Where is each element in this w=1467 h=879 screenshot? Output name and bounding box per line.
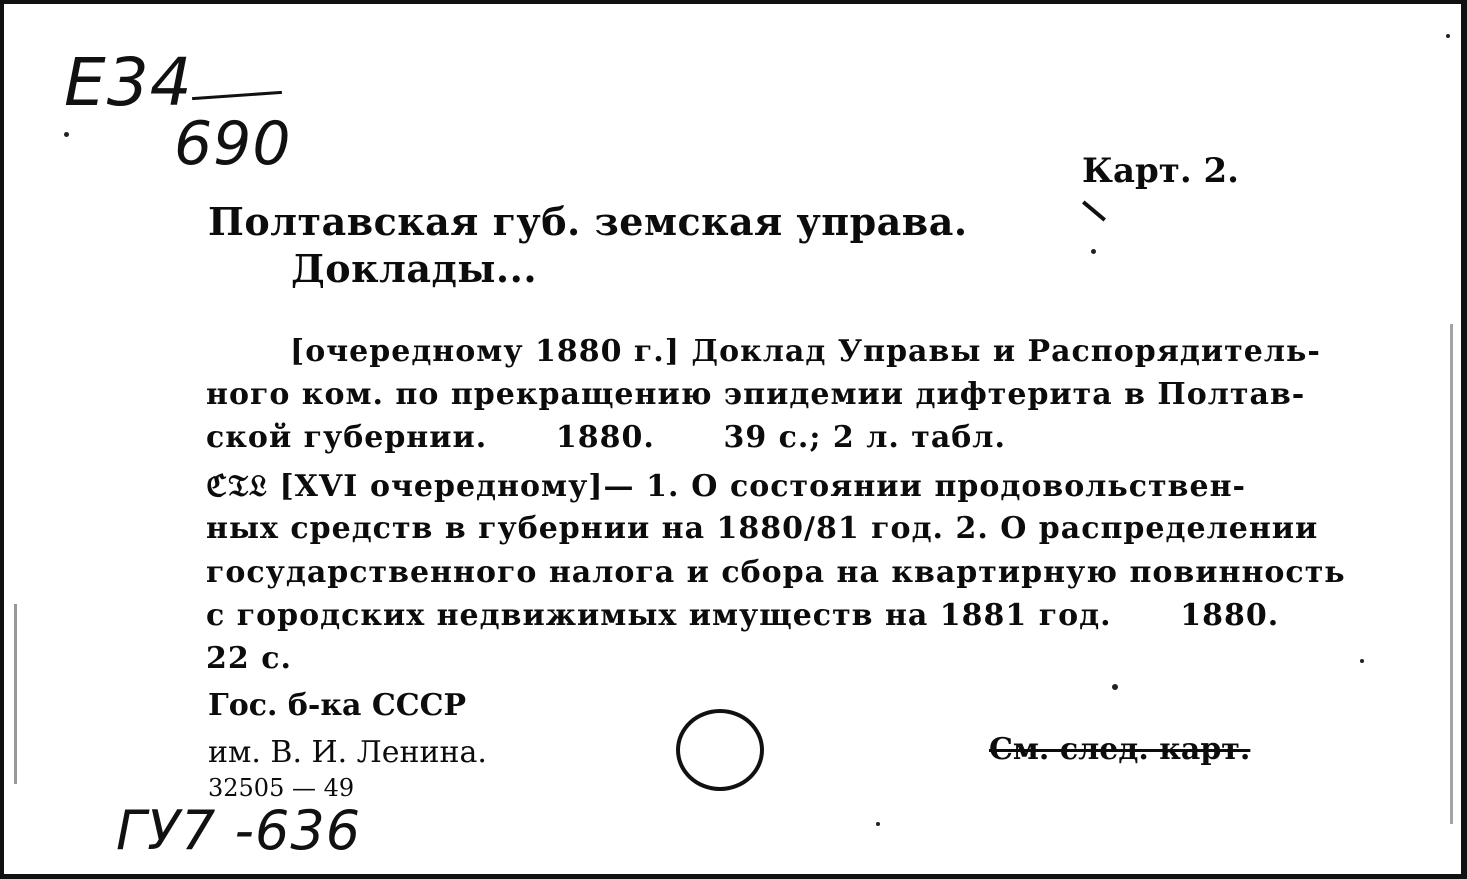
body-line: государственного налога и сбора на квартирную повинность	[206, 555, 1346, 590]
scan-speck	[876, 822, 880, 826]
punch-hole	[676, 709, 764, 791]
handwritten-shelf-mark-bottom: 690	[174, 109, 292, 179]
see-next-card: См. след. карт.	[989, 732, 1251, 767]
author-heading: Полтавская губ. земская управа.	[208, 199, 968, 244]
title-heading: Доклады...	[291, 246, 538, 291]
scan-speck	[64, 132, 69, 137]
scan-speck	[1091, 249, 1096, 254]
card-number: Карт. 2.	[1082, 151, 1239, 191]
handwritten-shelf-mark-top: Е34	[64, 44, 193, 121]
scan-speck	[1112, 684, 1118, 690]
library-name: Гос. б-ка СССР	[208, 688, 467, 723]
body-line: ской губернии. 1880. 39 с.; 2 л. табл.	[206, 420, 1006, 455]
body-line: 22 с.	[206, 641, 292, 676]
handwritten-bottom-code: ГУ7 -636	[116, 799, 362, 862]
handwritten-dash	[192, 91, 282, 100]
scan-speck	[1446, 34, 1450, 38]
body-line: ℭ𝔗𝔏 [XVI очередному]— 1. О состоянии продовольствен-	[206, 469, 1246, 504]
scan-speck	[1360, 659, 1364, 663]
library-number: 32505 — 49	[208, 774, 355, 802]
body-line: с городских недвижимых имуществ на 1881 год. 1880.	[206, 598, 1280, 633]
body-line: ных средств в губернии на 1880/81 год. 2. О распределении	[206, 511, 1319, 546]
body-line: ного ком. по прекращению эпидемии дифтерита в Полтав-	[206, 377, 1306, 412]
library-name-line2: им. В. И. Ленина.	[208, 735, 487, 770]
scan-mark	[1082, 200, 1106, 221]
left-edge-wear	[14, 604, 17, 784]
right-edge-wear	[1450, 324, 1453, 824]
body-line: [очередному 1880 г.] Доклад Управы и Распорядитель-	[290, 334, 1321, 369]
